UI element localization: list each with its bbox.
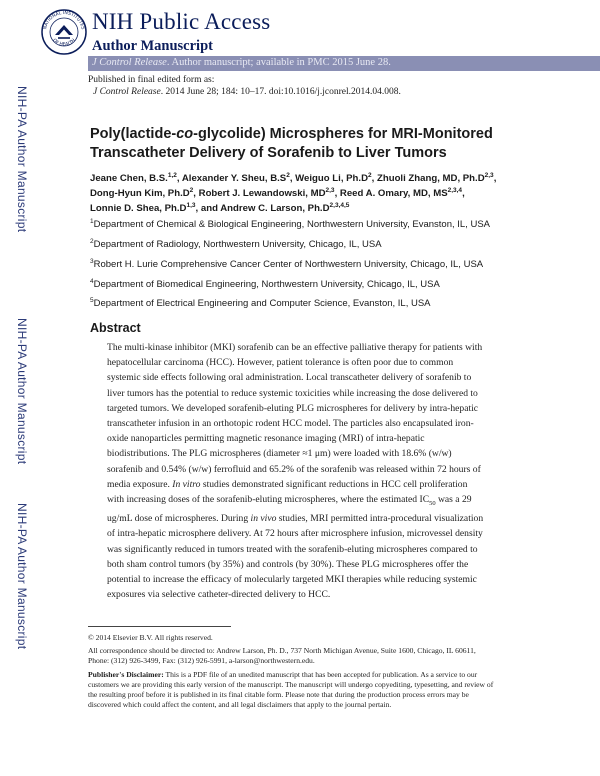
title-line-2: Transcatheter Delivery of Sorafenib to Liver Tumors bbox=[90, 145, 447, 161]
author-name: Reed A. Omary, MD, MS bbox=[339, 188, 448, 199]
abstract-line: systemic side effects following oral administration. Local transcatheter delivery of sorafenib to bbox=[107, 372, 472, 384]
affiliation bbox=[90, 279, 440, 290]
abstract-line: was significantly reduced in tumors treated with the sorafenib-eluting microspheres compared to bbox=[107, 543, 478, 555]
author-name: Zhuoli Zhang, MD, Ph.D bbox=[376, 173, 485, 184]
affiliation bbox=[90, 219, 490, 230]
paper-title bbox=[90, 125, 560, 163]
publisher-disclaimer bbox=[88, 670, 568, 710]
citation bbox=[93, 87, 401, 97]
affiliation-text: Department of Biomedical Engineering, Northwestern University, Chicago, IL, USA bbox=[93, 279, 440, 290]
abstract-text: with increasing doses of the sorafenib-eluting microspheres, where the estimated IC bbox=[107, 494, 430, 506]
affiliation-text: Department of Radiology, Northwestern University, Chicago, IL, USA bbox=[93, 239, 382, 250]
disclaimer-label: Publisher's Disclaimer: bbox=[88, 670, 164, 679]
published-label: Published in final edited form as: bbox=[88, 75, 215, 85]
affiliation bbox=[90, 239, 382, 250]
sidebar-label-1: NIH-PA Author Manuscript bbox=[15, 86, 29, 233]
title-italic: co bbox=[176, 126, 194, 142]
correspondence-line: All correspondence should be directed to: Andrew Larson, Ph. D., 737 North Michigan Avenue, Suite 1600, Chicago, IL 60611, bbox=[88, 646, 476, 655]
nih-header bbox=[0, 0, 600, 72]
author-name: Dong-Hyun Kim, Ph.D bbox=[90, 188, 190, 199]
author-name: Weiguo Li, Ph.D bbox=[295, 173, 369, 184]
abstract-line: liver tumors has the potential to reduce systemic toxicities while increasing the dose delivered to bbox=[107, 387, 478, 399]
author-sup: 2,3,4 bbox=[447, 187, 463, 194]
abstract-text: was a 29 bbox=[435, 494, 472, 506]
abstract-subscript: 50 bbox=[429, 499, 436, 507]
abstract-line: hepatocellular carcinoma (HCC). However, patient tolerance is often poor due to common bbox=[107, 357, 454, 369]
disclaimer-line: discovered which could affect the content, and all legal disclaimers that apply to the journal pertain. bbox=[88, 700, 392, 709]
abstract-line: oxide nanoparticles permitting magnetic resonance imaging (MRI) of intra-hepatic bbox=[107, 433, 425, 445]
abstract-heading: Abstract bbox=[90, 321, 141, 335]
author-name: Robert J. Lewandowski, MD bbox=[198, 188, 326, 199]
abstract-line: biodistributions. The PLG microspheres (diameter ≈1 μm) were loaded with 18.6% (w/w) bbox=[107, 448, 452, 460]
abstract-line: transcatheter infusion in an orthotopic rodent HCC model. The particles also encapsulated iron- bbox=[107, 418, 474, 430]
affiliation bbox=[90, 259, 483, 270]
footnote-divider bbox=[88, 626, 231, 627]
citation-journal: J Control Release bbox=[93, 87, 161, 97]
availability-bar bbox=[88, 56, 600, 71]
author-name: Jeane Chen, B.S. bbox=[90, 173, 168, 184]
author-sup: 2,3 bbox=[484, 172, 494, 179]
abstract-line bbox=[107, 492, 567, 511]
abstract-line bbox=[107, 511, 567, 526]
disclaimer-line: the resulting proof before it is published in its final citable form. Please note that during the production process errors may be bbox=[88, 690, 469, 699]
author-sup: 2 bbox=[189, 187, 194, 194]
author-sup: 2,3 bbox=[325, 187, 335, 194]
affiliation-num: 1 bbox=[90, 218, 94, 225]
affiliation bbox=[90, 298, 431, 309]
title-pre: Poly(lactide- bbox=[90, 126, 177, 142]
affiliation-num: 2 bbox=[90, 238, 94, 245]
affiliation-text: Department of Chemical & Biological Engineering, Northwestern University, Evanston, IL, USA bbox=[93, 219, 490, 230]
correspondence-line: Phone: (312) 926-3499, Fax: (312) 926-5991, a-larson@northwestern.edu. bbox=[88, 656, 315, 665]
title-post: -glycolide) Microspheres for MRI-Monitored bbox=[193, 126, 493, 142]
copyright-note: © 2014 Elsevier B.V. All rights reserved. bbox=[88, 633, 213, 642]
abstract-line: exposures via selective catheter-directed delivery to HCC. bbox=[107, 589, 331, 601]
affiliation-text: Robert H. Lurie Comprehensive Cancer Center of Northwestern University, Chicago, IL, USA bbox=[93, 259, 484, 270]
journal-short: J Control Release bbox=[92, 57, 167, 68]
abstract-italic: In vitro bbox=[172, 478, 201, 490]
author-name: Andrew C. Larson, Ph.D bbox=[220, 203, 330, 214]
nih-public-access-title: NIH Public Access bbox=[92, 9, 271, 34]
abstract-line: potential to increase the efficacy of molecularly targeted MKI therapies while reducing systemic bbox=[107, 573, 477, 585]
seal-text-bottom: OF HEALTH bbox=[51, 38, 77, 48]
correspondence-note bbox=[88, 646, 568, 666]
affiliation-text: Department of Electrical Engineering and Computer Science, Evanston, IL, USA bbox=[93, 298, 431, 309]
abstract-line: targeted tumors. We developed sorafenib-eluting PLG microspheres for delivery by intra-hepatic bbox=[107, 402, 479, 414]
sidebar-label-2: NIH-PA Author Manuscript bbox=[15, 318, 29, 465]
sidebar-label-3: NIH-PA Author Manuscript bbox=[15, 503, 29, 650]
abstract-text: ug/mL dose of microspheres. During bbox=[107, 513, 251, 525]
abstract-line bbox=[107, 477, 567, 492]
abstract-line: The multi-kinase inhibitor (MKI) sorafenib can be an effective palliative therapy for patients with bbox=[107, 342, 483, 353]
authors-and: and bbox=[200, 203, 218, 214]
affiliation-num: 3 bbox=[90, 258, 94, 265]
abstract-text: studies, MRI permitted intra-procedural visualization bbox=[276, 513, 484, 525]
author-sup: 2 bbox=[368, 172, 372, 179]
abstract-line: sorafenib and 0.54% (w/w) ferrofluid and 65.2% of the sorafenib was released within 72 hours of bbox=[107, 463, 481, 475]
citation-details: . 2014 June 28; 184: 10–17. doi:10.1016/j.jconrel.2014.04.008. bbox=[160, 87, 401, 97]
abstract-body bbox=[107, 340, 567, 602]
affiliation-num: 4 bbox=[90, 278, 94, 285]
abstract-text: media exposure. bbox=[107, 478, 170, 490]
availability-text: . Author manuscript; available in PMC 2015 June 28. bbox=[166, 57, 391, 68]
author-manuscript-label: Author Manuscript bbox=[92, 38, 213, 54]
author-name: Lonnie D. Shea, Ph.D bbox=[90, 203, 187, 214]
seal-text-top: NATIONAL INSTITUTES bbox=[43, 10, 85, 31]
disclaimer-line: This is a PDF file of an unedited manuscript that has been accepted for publication. As a service to our bbox=[163, 670, 478, 679]
nih-seal-icon bbox=[40, 8, 88, 56]
affiliation-num: 5 bbox=[90, 297, 94, 304]
abstract-line: both sham control tumors (by 35%) and controls (by 30%). These PLG microspheres offer the bbox=[107, 558, 469, 570]
author-sup: 2 bbox=[286, 172, 290, 179]
abstract-italic: in vivo bbox=[250, 513, 277, 525]
abstract-line: of intra-hepatic microsphere delivery. At 72 hours after microsphere infusion, microvessel density bbox=[107, 528, 483, 540]
author-sup: 2,3,4,5 bbox=[329, 202, 350, 209]
author-sup: 1,2 bbox=[167, 172, 177, 179]
author-sup: 1,3 bbox=[186, 202, 196, 209]
author-name: Alexander Y. Sheu, B.S bbox=[181, 173, 287, 184]
author-list: Jeane Chen, B.S.$^{1,2}$, Alexander Y. Sheu, $B.S^2$, Weiguo Li, $Ph.D^2$, Zhuoli Zhang, MD, $Ph.D^{2,3}$, Dong-Hyun Kim, $Ph.D^2$, Robert J. Lewandowski, MD$^{2,3}$, Reed A. Omary, MD, MS$^{2,3,4}$, Lonnie D. Shea, $Ph.D^{1,3}$, and Andrew C. Larson, $Ph.D^{2,3,4,5}$ bbox=[90, 172, 497, 214]
disclaimer-line: customers we are providing this early version of the manuscript. The manuscript will undergo copyediting, typesetting, and review of bbox=[88, 680, 494, 689]
abstract-text: studies demonstrated significant reductions in HCC cell proliferation bbox=[200, 478, 468, 490]
